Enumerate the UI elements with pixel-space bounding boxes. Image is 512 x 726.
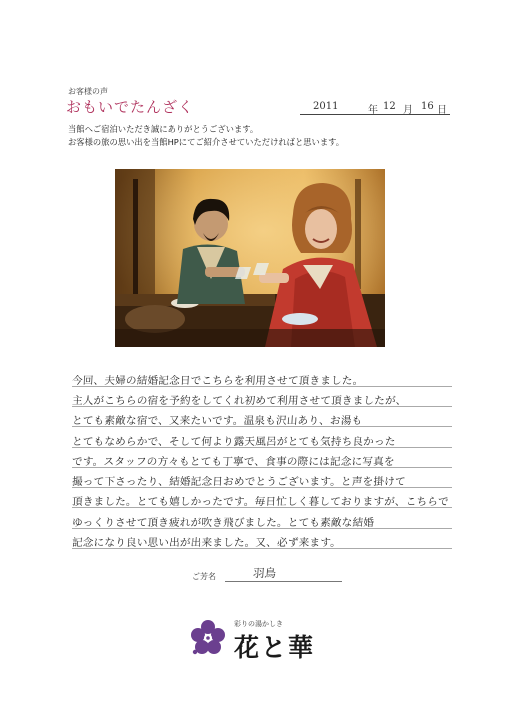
guest-name: 羽鳥 [252,566,277,580]
page-title: おもいでたんざく [66,98,195,116]
voice-label: お客様の声 [68,87,108,96]
guest-photo [115,169,385,347]
date-year-unit: 年 [368,105,378,116]
date-day: 16 [421,101,434,112]
date-year: 2011 [313,101,339,112]
name-underline [225,581,342,582]
name-label: ご芳名 [192,572,216,581]
intro-line-1: 当館へご宿泊いただき誠にありがとうございます。 [68,124,259,134]
letter-line-5: です。スタッフの方々もとても丁寧で、食事の際には記念に写真を [71,456,396,468]
letter-line-8: ゆっくりさせて頂き疲れが吹き飛びました。とても素敵な結婚 [71,517,375,529]
logo-subtitle: 彩りの湯かしき [234,620,283,628]
letter-line-6: 撮って下さったり、結婚記念日おめでとうございます。と声を掛けて [71,476,407,488]
logo-name: 花と華 [234,633,316,662]
letter-line-4: とてもなめらかで、そして何より露天風呂がとても気持ち良かった [71,436,396,448]
letter-line-1: 今回、夫婦の結婚記念日でこちらを利用させて頂きました。 [71,375,364,387]
letter-line-2: 主人がこちらの宿を予約をしてくれ初めて利用させて頂きましたが、 [71,395,407,407]
flower-logo-icon [189,618,227,656]
intro-line-2: お客様の旅の思い出を当館HPにてご紹介させていただければと思います。 [68,137,345,147]
date-month: 12 [383,101,396,112]
letter-line-9: 記念になり良い思い出が出来ました。又、必ず来ます。 [71,537,342,549]
date-day-unit: 日 [437,105,447,116]
letter-line-7: 頂きました。とても嬉しかったです。毎日忙しく暮しておりますが、こちらで [71,496,450,508]
letter-line-3: とても素敵な宿で、又来たいです。温泉も沢山あり、お湯も [71,415,363,427]
date-month-unit: 月 [403,105,413,116]
